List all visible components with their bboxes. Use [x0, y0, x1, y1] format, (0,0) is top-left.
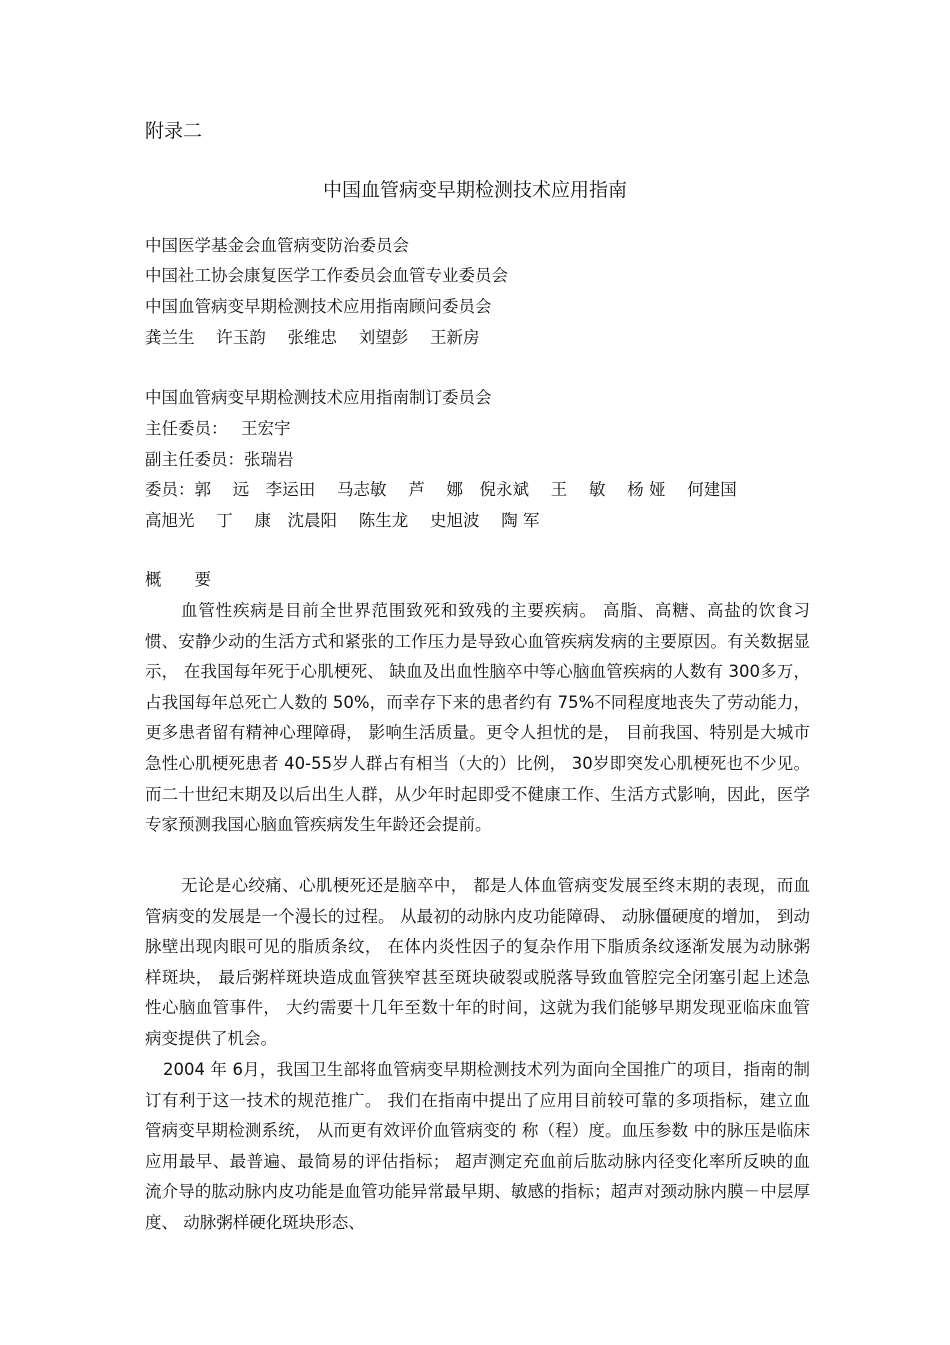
appendix-label: 附录二: [145, 120, 203, 142]
organization-3: 中国血管病变早期检测技术应用指南顾问委员会: [145, 297, 492, 316]
members-line-2: 高旭光 丁 康 沈晨阳 陈生龙 史旭波 陶 军: [145, 511, 540, 530]
vice-chair-line: 副主任委员：张瑞岩: [145, 450, 294, 469]
chair-line: 主任委员： 王宏宇: [145, 419, 291, 438]
organization-2: 中国社工协会康复医学工作委员会血管专业委员会: [145, 266, 508, 285]
organization-1: 中国医学基金会血管病变防治委员会: [145, 236, 409, 255]
paragraph-1: 血管性疾病是目前全世界范围致死和致残的主要疾病。 高脂、高糖、高盐的饮食习惯、安静少动的生活方式和紧张的工作压力是导致心血管疾病发病的主要原因。有关数据显示， 在我国每年死于心肌梗死、 缺血及出血性脑卒中等心脑血管疾病的人数有 300多万，占我国每年总死亡人数的 50%，而幸存下来的患者约有 75%不同程度地丧失了劳动能力， 更多患者留有精神心理障碍， 影响生活质量。更令人担忧的是， 目前我国、特别是大城市急性心肌梗死患者 40-55岁人群占有相当（大的）比例， 30岁即突发心肌梗死也不少见。而二十世纪末期及以后出生人群，从少年时起即受不健康工作、生活方式影响，因此，医学专家预测我国心脑血管疾病发生年龄还会提前。: [145, 601, 810, 835]
committee-title: 中国血管病变早期检测技术应用指南制订委员会: [145, 388, 492, 407]
advisors-list: 龚兰生 许玉韵 张维忠 刘望彭 王新房: [145, 328, 480, 347]
paragraph-3: 2004 年 6月，我国卫生部将血管病变早期检测技术列为面向全国推广的项目，指南的制订有利于这一技术的规范推广。 我们在指南中提出了应用目前较可靠的多项指标，建立血管病变早期检测系统， 从而更有效评价血管病变的 称（程）度。血压参数 中的脉压是临床应用最早、最普遍、最简易的评估指标； 超声测定充血前后肱动脉内径变化率所反映的血流介导的肱动脉内皮功能是血管功能异常最早期、敏感的指标；超声对颈动脉内膜－中层厚度、 动脉粥样硬化斑块形态、: [145, 1060, 810, 1232]
document-title: 中国血管病变早期检测技术应用指南: [322, 179, 627, 201]
paragraph-2: 无论是心绞痛、心肌梗死还是脑卒中， 都是人体血管病变发展至终末期的表现，而血管病变的发展是一个漫长的过程。 从最初的动脉内皮功能障碍、 动脉僵硬度的增加， 到动脉壁出现肉眼可见的脂质条纹， 在体内炎性因子的复杂作用下脂质条纹逐渐发展为动脉粥样斑块， 最后粥样斑块造成血管狭窄甚至斑块破裂或脱落导致血管腔完全闭塞引起上述急性心脑血管事件， 大约需要十几年至数十年的时间，这就为我们能够早期发现亚临床血管病变提供了机会。: [145, 876, 810, 1048]
members-line-1: 委员：郭 远 李运田 马志敏 芦 娜 倪永斌 王 敏 杨 娅 何建国: [145, 480, 737, 499]
summary-heading: 概 要: [145, 570, 211, 589]
